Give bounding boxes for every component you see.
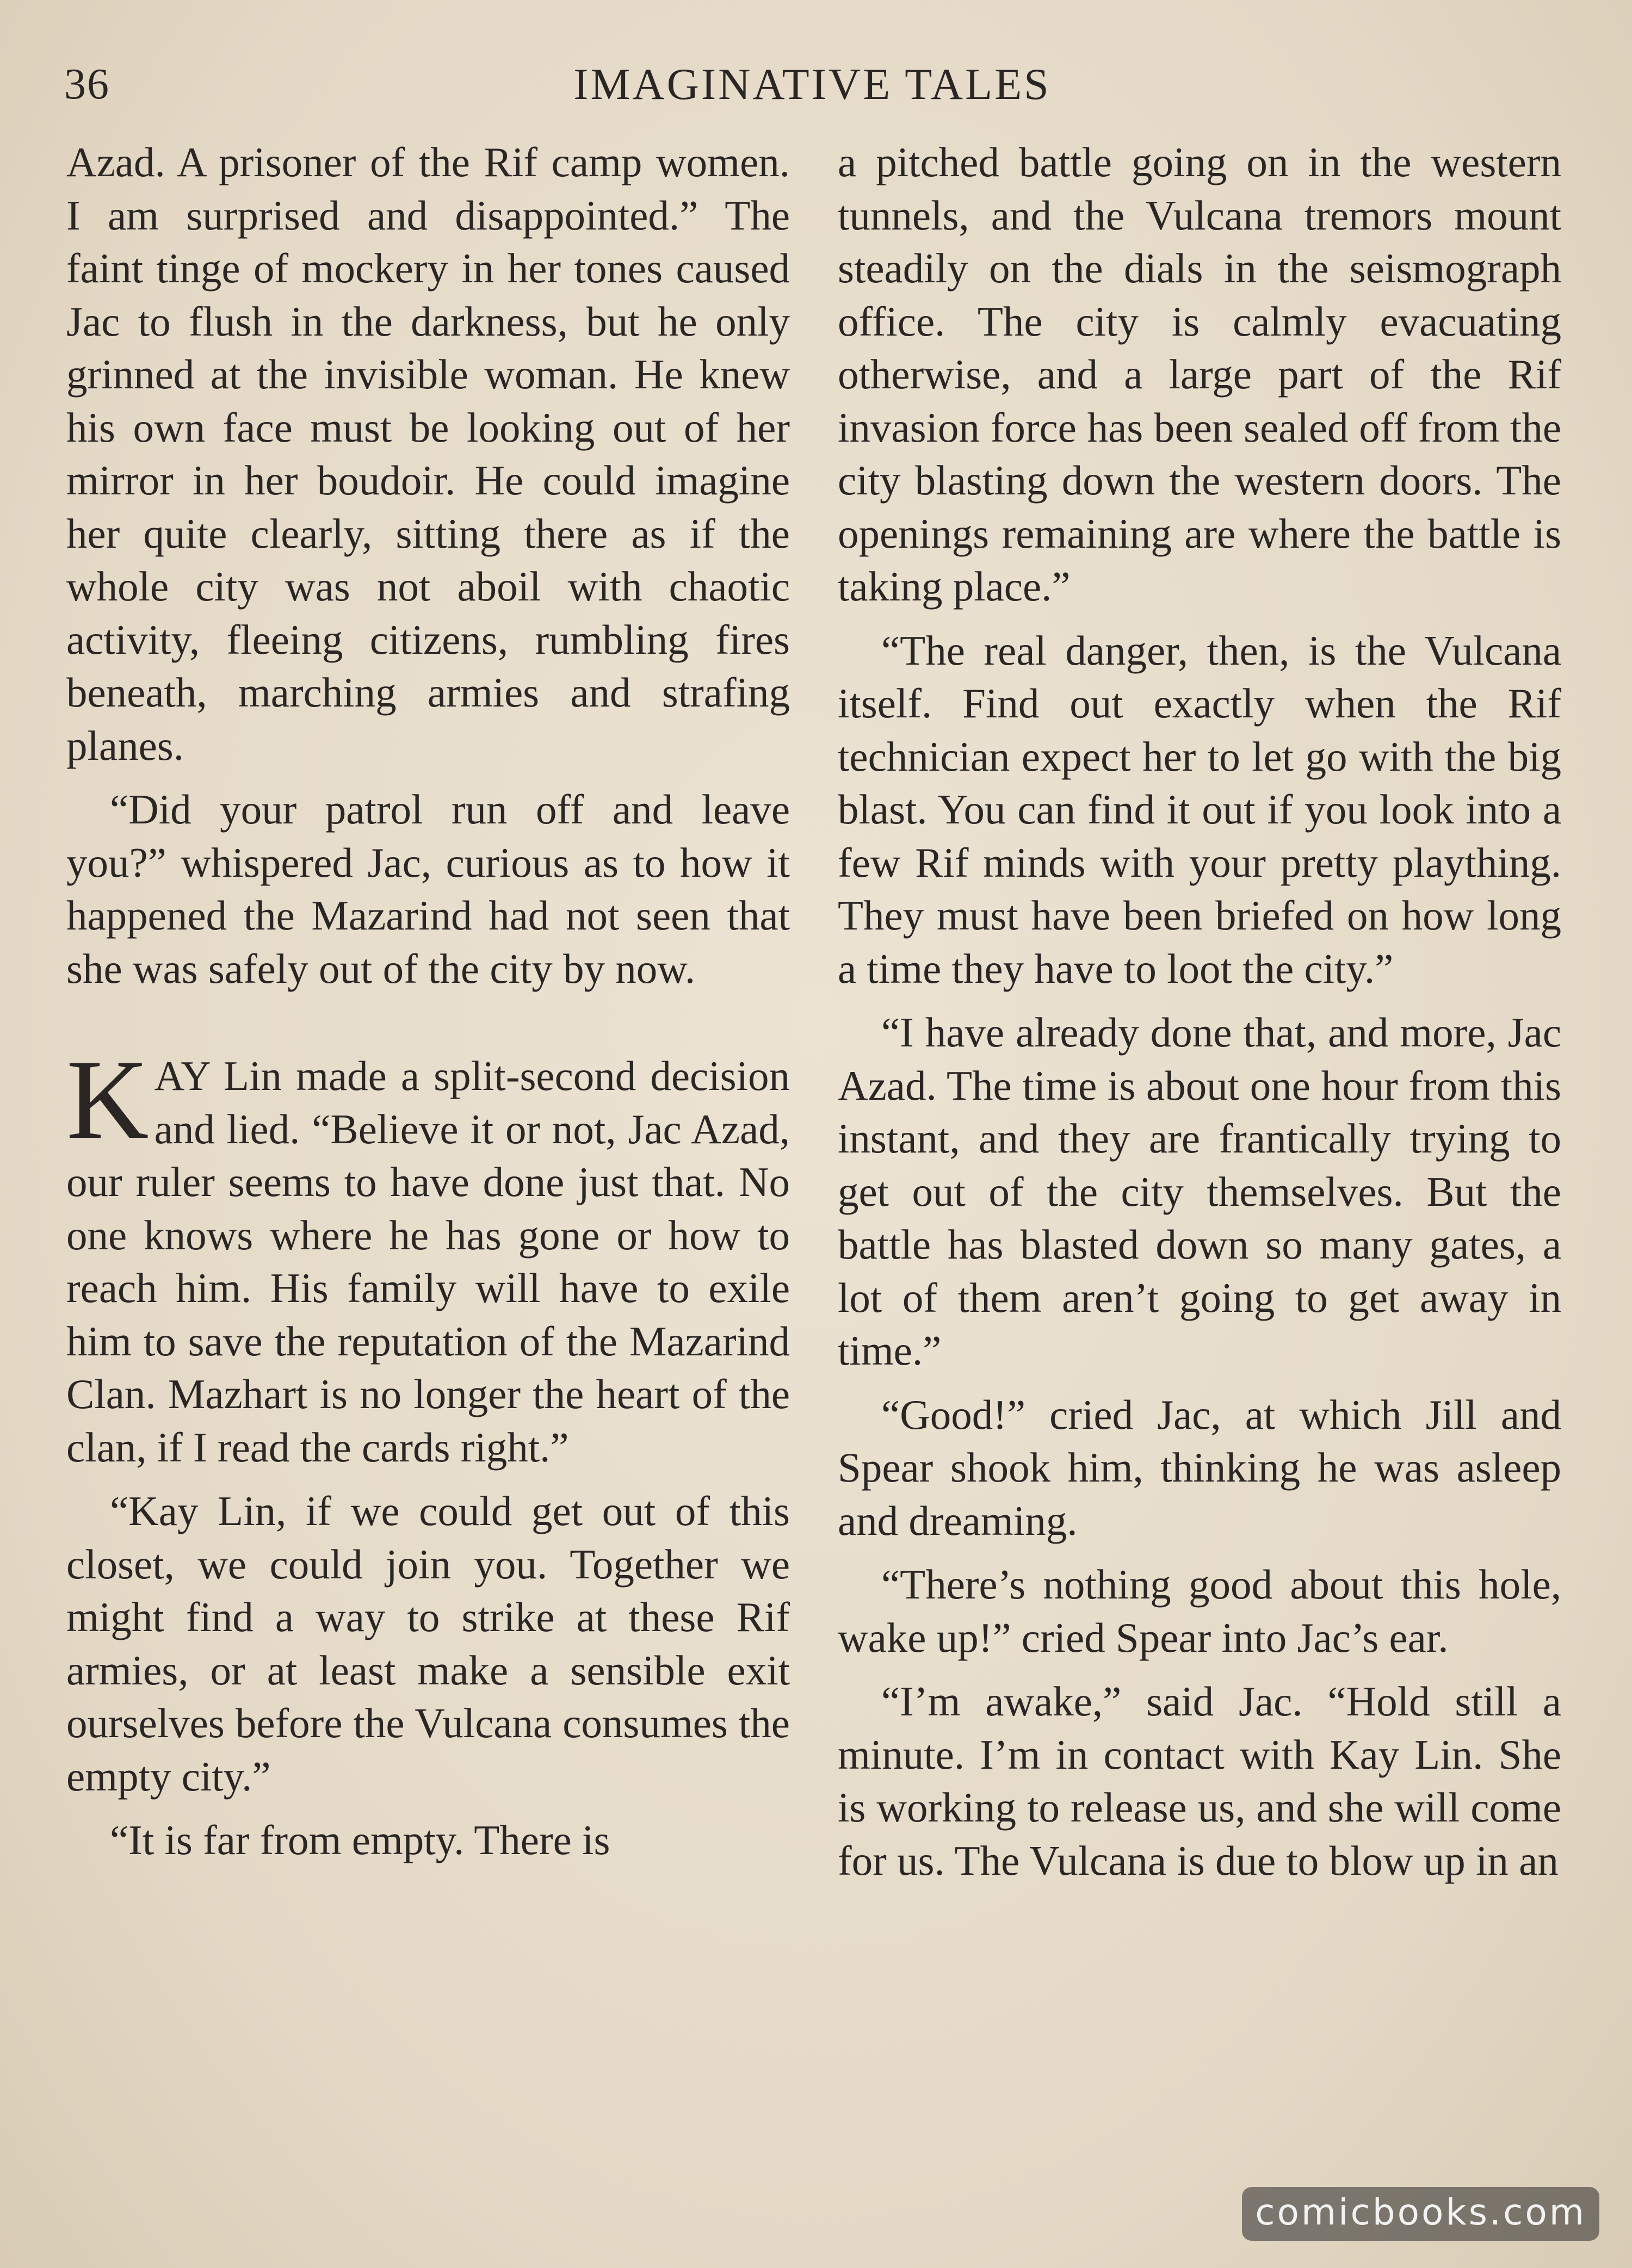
left-column <box>66 136 790 1878</box>
paragraph-text: AY Lin made a split-second decision and lied. “Believe it or not, Jac Azad, our ruler seems to have done just that. No one knows where he has gone or how to reach him. His family will have to exile him to save the reputation of the Mazarind Clan. Mazhart is no longer the heart of the clan, if I read the cards right.” <box>66 1052 790 1471</box>
drop-cap: K <box>66 1037 149 1163</box>
paragraph: “Kay Lin, if we could get out of this closet, we could join you. Together we might find a way to strike at these Rif armies, or at least make a sensible exit ourselves before the Vulcana consumes the empty city.” <box>66 1488 790 1800</box>
watermark-logo: comicbooks.com <box>1242 2187 1599 2241</box>
paragraph: “The real danger, then, is the Vulcana itself. Find out exactly when the Rif technician expect her to let go with the big blast. You can find it out if you look into a few Rif minds with your pretty plaything. They must have been briefed on how long a time they have to loot the city.” <box>838 627 1561 992</box>
paragraph: Azad. A prisoner of the Rif camp women. I am surprised and disappointed.” The faint tinge of mockery in her tones caused Jac to flush in the darkness, but he only grinned at the invisible woman. He knew his own face must be looking out of her mirror in her boudoir. He could imagine her quite clearly, sitting there as if the whole city was not aboil with chaotic activity, fleeing citizens, rumbling fires beneath, marching armies and strafing planes. <box>66 139 790 769</box>
paragraph: “There’s nothing good about this hole, wake up!” cried Spear into Jac’s ear. <box>838 1561 1561 1661</box>
section-start-paragraph <box>66 1037 790 1474</box>
paragraph: “I’m awake,” said Jac. “Hold still a minute. I’m in contact with Kay Lin. She is working to release us, and she will come for us. The Vulcana is due to blow up in an <box>838 1678 1561 1884</box>
page-number: 36 <box>64 60 110 108</box>
paragraph: “Good!” cried Jac, at which Jill and Spear shook him, thinking he was asleep and dreaming. <box>838 1391 1561 1544</box>
paragraph: a pitched battle going on in the western tunnels, and the Vulcana tremors mount steadily on the dials in the seismograph office. The city is calmly evacuating otherwise, and a large part of the Rif invasion force has been sealed off from the city blasting down the western doors. The openings remaining are where the battle is taking place.” <box>838 139 1561 610</box>
paragraph: “I have already done that, and more, Jac Azad. The time is about one hour from this instant, and they are frantically trying to get out of the city themselves. But the battle has blasted down so many gates, a lot of them aren’t going to get away in time.” <box>838 1009 1561 1374</box>
paragraph: “Did your patrol run off and leave you?” whispered Jac, curious as to how it happened the Mazarind had not seen that she was safely out of the city by now. <box>66 786 790 992</box>
page-header <box>64 54 1560 114</box>
running-title: IMAGINATIVE TALES <box>573 59 1051 109</box>
paragraph: “It is far from empty. There is <box>110 1817 610 1863</box>
right-column <box>838 136 1561 1898</box>
